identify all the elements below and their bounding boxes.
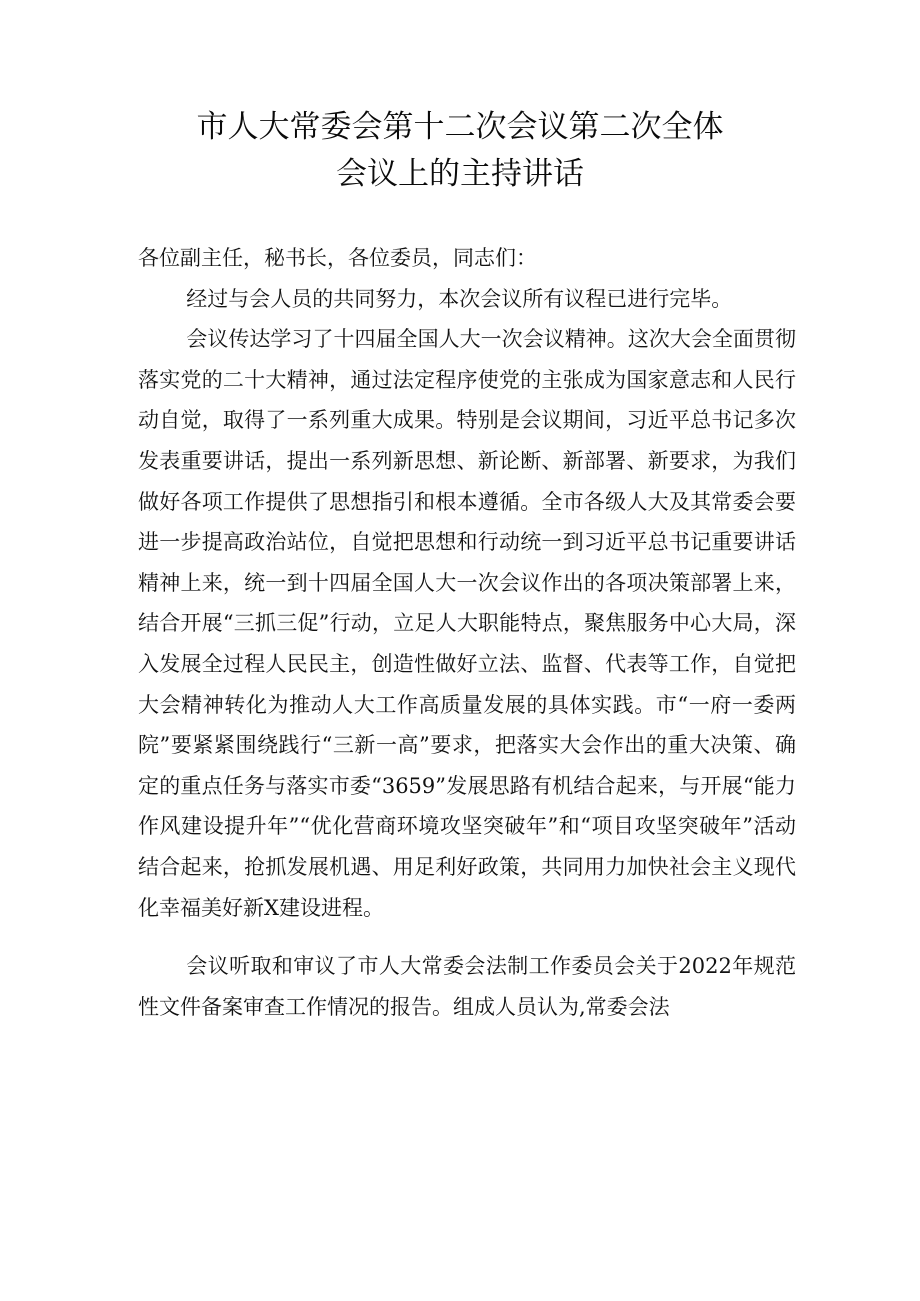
document-title-line-1: 市人大常委会第十二次会议第二次全体	[196, 109, 724, 145]
paragraph-2: 会议传达学习了十四届全国人大一次会议精神。这次大会全面贯彻落实党的二十大精神，通过法定程序使党的主张成为国家意志和人民行动自觉，取得了一系列重大成果。特别是会议期间，习近平总书记多次发表重要讲话，提出一系列新思想、新论断、新部署、新要求，为我们做好各项工作提供了思想指引和根本遵循。全市各级人大及其常委会要进一步提高政治站位，自觉把思想和行动统一到习近平总书记重要讲话精神上来，统一到十四届全国人大一次会议作出的各项决策部署上来，结合开展“三抓三促”行动，立足人大职能特点，聚焦服务中心大局，深入发展全过程人民民主，创造性做好立法、监督、代表等工作，自觉把大会精神转化为推动人大工作高质量发展的具体实践。市“一府一委两院”要紧紧围绕践行“三新一高”要求，把落实大会作出的重大决策、确定的重点任务与落实市委“3659”发展思路有机结合起来，与开展“能力作风建设提升年”“优化营商环境攻坚突破年”和“项目攻坚突破年”活动结合起来，抢抓发展机遇、用足利好政策，共同用力加快社会主义现代化幸福美好新X建设进程。	[138, 327, 796, 920]
paragraph-1: 经过与会人员的共同努力，本次会议所有议程已进行完毕。	[186, 286, 733, 311]
salutation: 各位副主任，秘书长，各位委员，同志们：	[138, 246, 537, 270]
document-body	[138, 238, 796, 1027]
document-title-line-2: 会议上的主持讲话	[336, 156, 584, 192]
paragraph-3: 会议听取和审议了市人大常委会法制工作委员会关于2022年规范性文件备案审查工作情况的报告。组成人员认为,常委会法	[138, 954, 796, 1019]
document-title	[0, 104, 920, 198]
